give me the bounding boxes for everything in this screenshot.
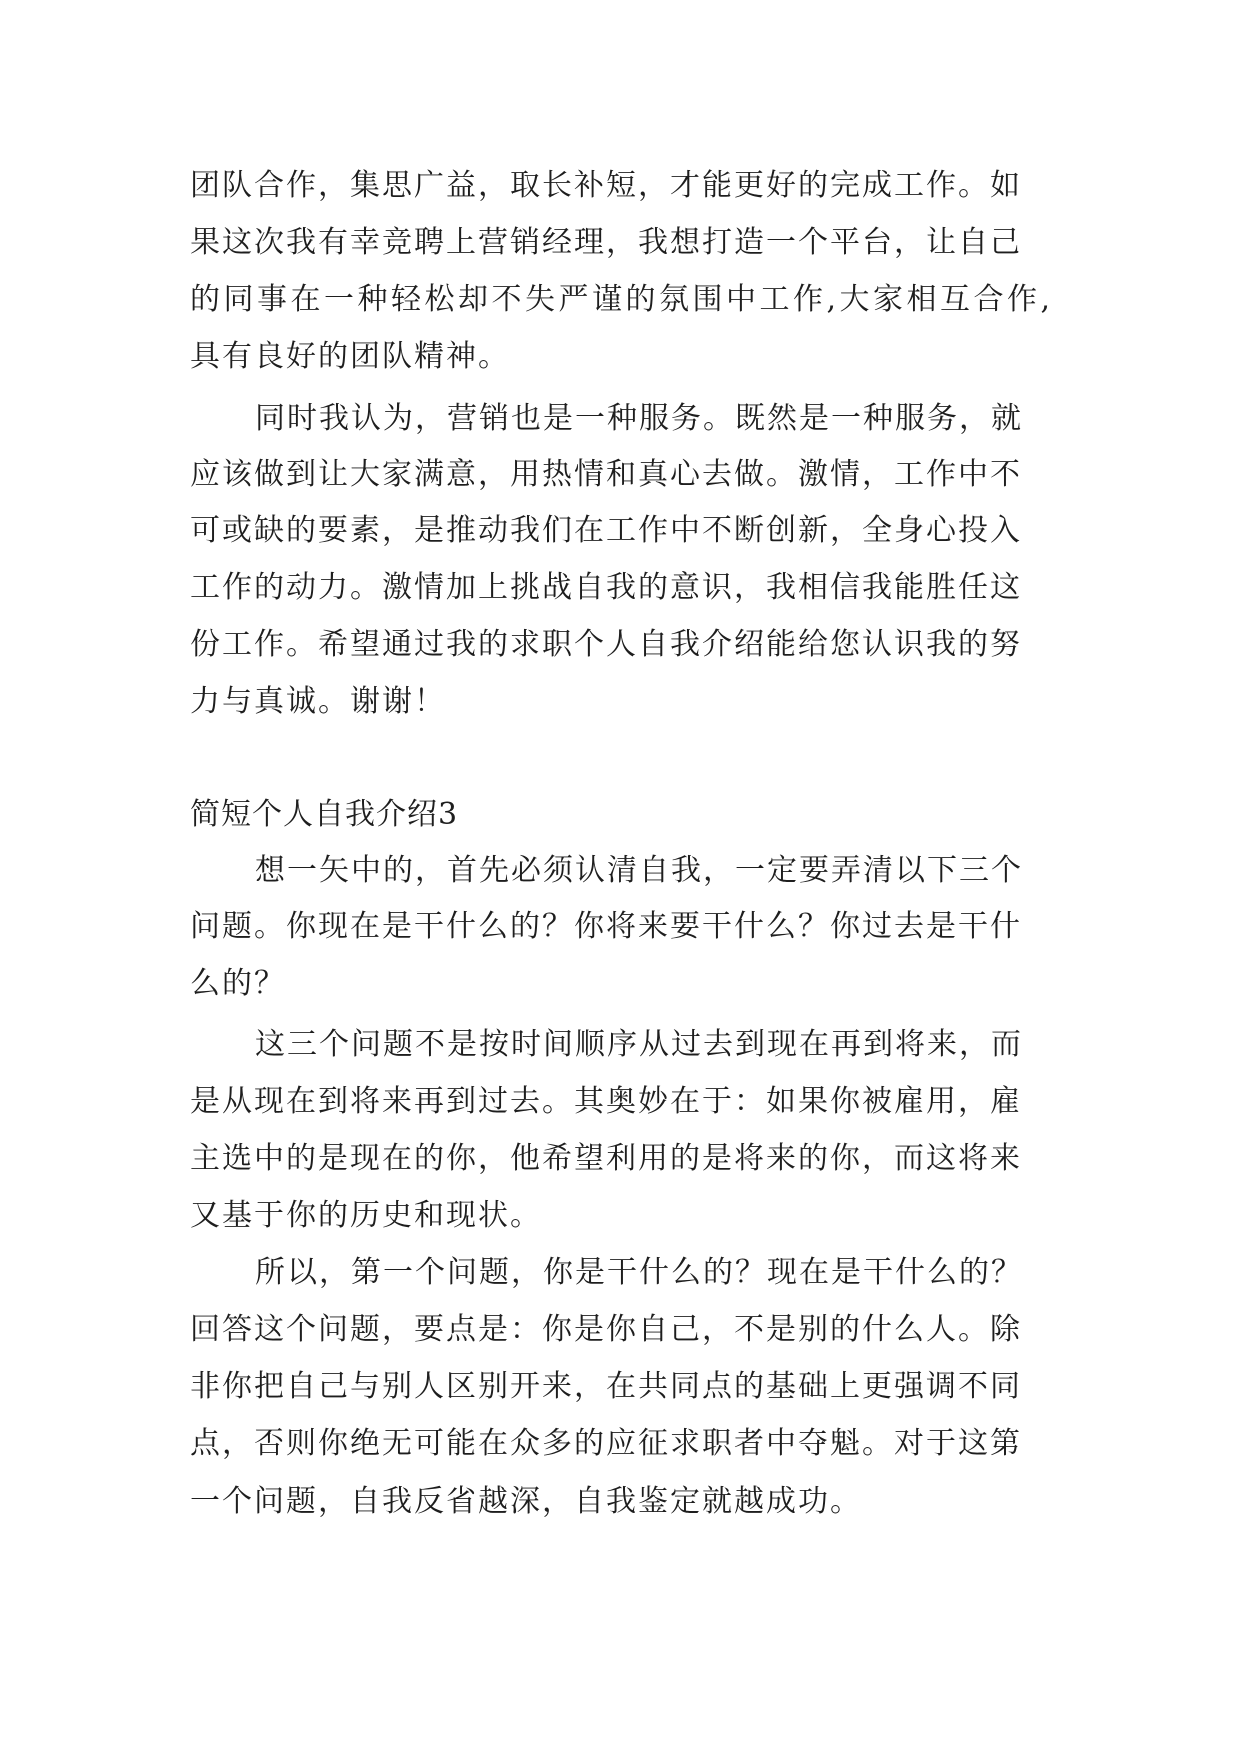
text-line: 的同事在一种轻松却不失严谨的氛围中工作,大家相互合作,	[190, 282, 1050, 317]
text-line: 力与真诚。谢谢！	[190, 684, 446, 719]
paragraph-first-line: 这三个问题不是按时间顺序从过去到现在再到将来，而	[255, 1027, 1023, 1062]
text-line: 问题。你现在是干什么的？你将来要干什么？你过去是干什	[190, 909, 1022, 944]
text-line: 份工作。希望通过我的求职个人自我介绍能给您认识我的努	[190, 627, 1022, 662]
text-line: 回答这个问题，要点是：你是你自己，不是别的什么人。除	[190, 1312, 1022, 1347]
text-line: 果这次我有幸竞聘上营销经理，我想打造一个平台，让自己	[190, 225, 1022, 260]
text-line: 应该做到让大家满意，用热情和真心去做。激情，工作中不	[190, 457, 1022, 492]
text-line: 点，否则你绝无可能在众多的应征求职者中夺魁。对于这第	[190, 1426, 1022, 1461]
section-heading: 简短个人自我介绍3	[190, 797, 459, 832]
text-line: 工作的动力。激情加上挑战自我的意识，我相信我能胜任这	[190, 570, 1022, 605]
text-line: 可或缺的要素，是推动我们在工作中不断创新，全身心投入	[190, 513, 1022, 548]
text-line: 具有良好的团队精神。	[190, 339, 510, 374]
text-line: 么的？	[190, 966, 286, 1001]
text-line: 非你把自己与别人区别开来，在共同点的基础上更强调不同	[190, 1369, 1022, 1404]
text-line: 又基于你的历史和现状。	[190, 1198, 542, 1233]
paragraph-first-line: 想一矢中的，首先必须认清自我，一定要弄清以下三个	[255, 853, 1023, 888]
text-line: 团队合作，集思广益，取长补短，才能更好的完成工作。如	[190, 168, 1022, 203]
text-line: 是从现在到将来再到过去。其奥妙在于：如果你被雇用，雇	[190, 1084, 1022, 1119]
text-line: 一个问题，自我反省越深，自我鉴定就越成功。	[190, 1484, 862, 1519]
text-line: 主选中的是现在的你，他希望利用的是将来的你，而这将来	[190, 1141, 1022, 1176]
paragraph-first-line: 所以，第一个问题，你是干什么的？现在是干什么的？	[255, 1255, 1023, 1290]
paragraph-first-line: 同时我认为，营销也是一种服务。既然是一种服务，就	[255, 401, 1023, 436]
